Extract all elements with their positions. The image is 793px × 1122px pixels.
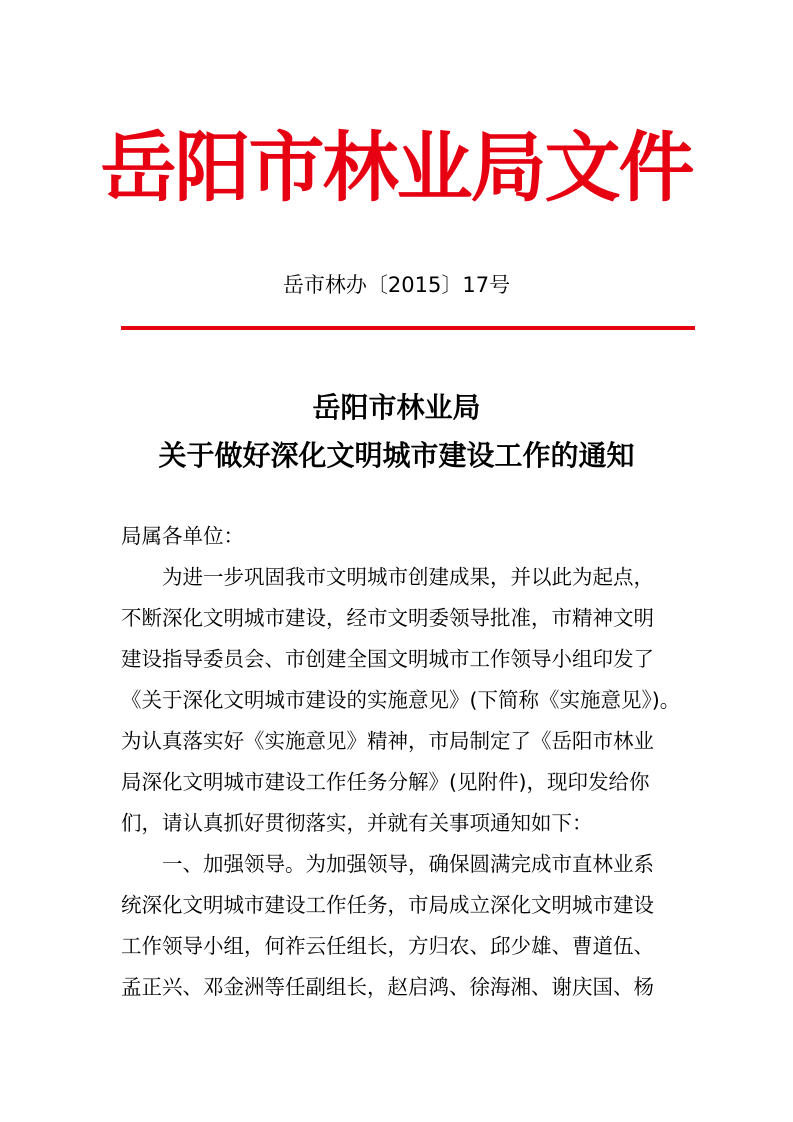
document-number: 岳市林办〔2015〕17号 bbox=[282, 273, 511, 297]
body-line: 一、加强领导。为加强领导，确保圆满完成市直林业系 bbox=[162, 852, 654, 876]
body-line: 建设指导委员会、市创建全国文明城市工作领导小组印发了 bbox=[121, 647, 654, 671]
body-line: 《关于深化文明城市建设的实施意见》(下简称《实施意见》)。 bbox=[121, 688, 681, 712]
salutation: 局属各单位： bbox=[121, 524, 244, 548]
body-line: 孟正兴、邓金洲等任副组长，赵启鸿、徐海湘、谢庆国、杨 bbox=[121, 975, 654, 999]
body-line: 工作领导小组，何祚云任组长，方归农、邱少雄、曹道伍、 bbox=[121, 934, 654, 958]
notice-title-line-1: 岳阳市林业局 bbox=[312, 391, 481, 424]
body-line: 们，请认真抓好贯彻落实，并就有关事项通知如下： bbox=[121, 811, 593, 835]
header-divider bbox=[121, 326, 695, 330]
body-line: 统深化文明城市建设工作任务，市局成立深化文明城市建设 bbox=[121, 893, 654, 917]
body-line: 局深化文明城市建设工作任务分解》(见附件)，现印发给你 bbox=[121, 770, 650, 794]
notice-title-line-2: 关于做好深化文明城市建设工作的通知 bbox=[158, 439, 635, 472]
body-line: 为认真落实好《实施意见》精神，市局制定了《岳阳市林业 bbox=[121, 729, 654, 753]
body-line: 不断深化文明城市建设，经市文明委领导批准，市精神文明 bbox=[121, 606, 654, 630]
body-line: 为进一步巩固我市文明城市创建成果，并以此为起点， bbox=[162, 565, 654, 589]
document-header-title: 岳阳市林业局文件 bbox=[100, 123, 693, 212]
